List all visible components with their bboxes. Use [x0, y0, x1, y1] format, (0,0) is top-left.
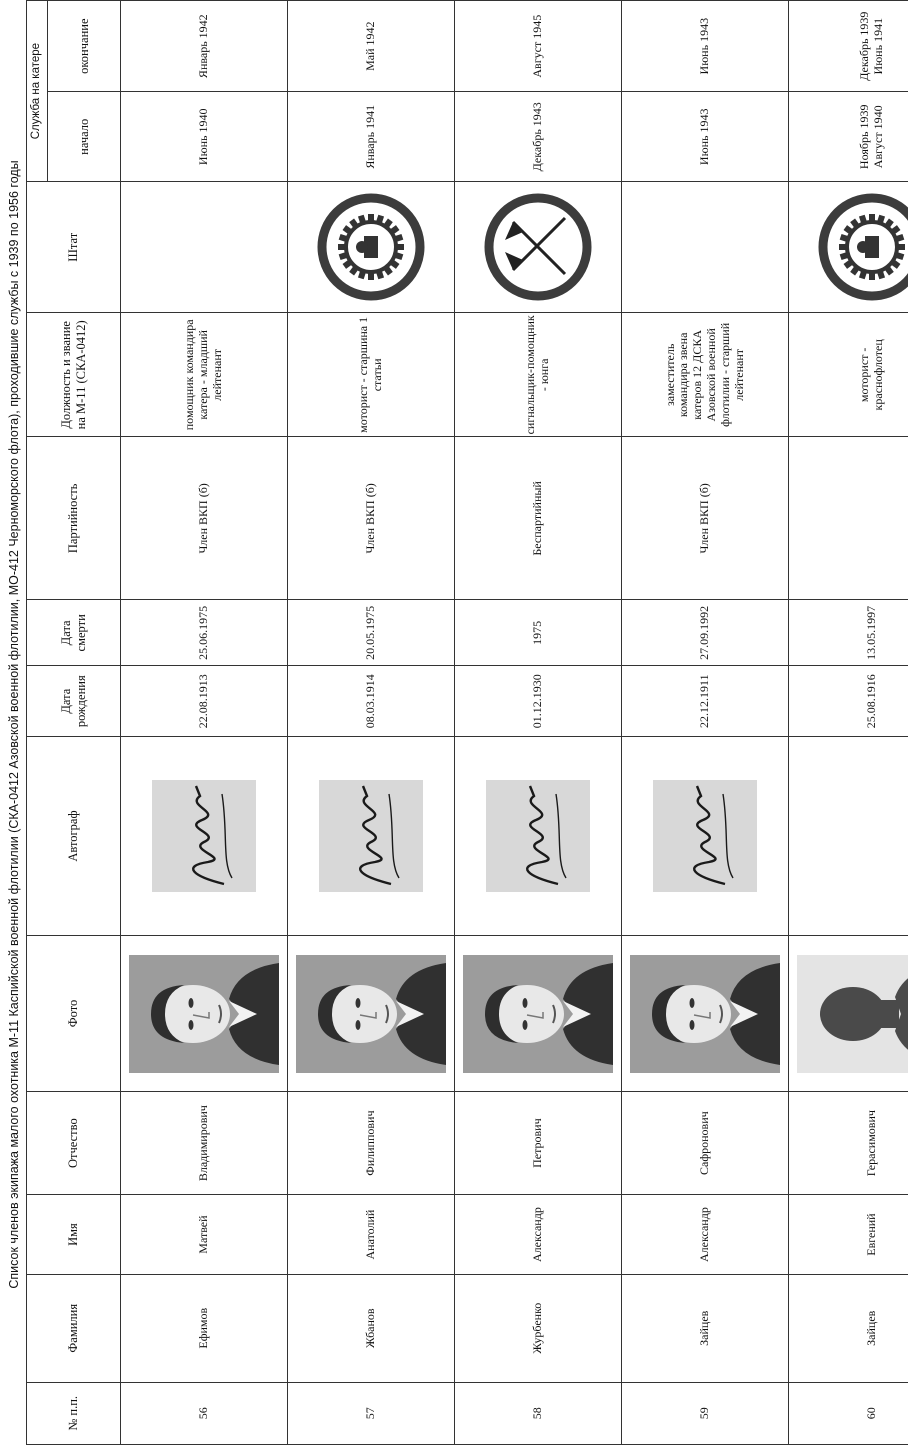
table-row — [789, 1, 908, 1445]
col-service-end: окончание — [48, 1, 121, 92]
cell-position: заместитель командира звена катеров 12 ДСКА Азовской военной флотилии - старший лейтенант — [622, 313, 789, 437]
cell-autograph — [288, 736, 455, 935]
cell-photo — [121, 936, 288, 1092]
cell-party: Член ВКП (б) — [288, 437, 455, 600]
col-name: Имя — [27, 1195, 121, 1275]
cell-service-end: Январь 1942 — [121, 1, 288, 92]
cell-death: 25.06.1975 — [121, 600, 288, 666]
cell-emblem — [121, 182, 288, 313]
col-birth: Дата рождения — [27, 666, 121, 737]
cell-party: Беспартийный — [455, 437, 622, 600]
cell-party: Член ВКП (б) — [121, 437, 288, 600]
cell-service-end: Декабрь 1939 Июнь 1941 — [789, 1, 908, 92]
cell-party: Член ВКП (б) — [622, 437, 789, 600]
cell-photo — [622, 936, 789, 1092]
autograph-image — [152, 780, 256, 892]
cell-birth: 01.12.1930 — [455, 666, 622, 737]
col-death: Дата смерти — [27, 600, 121, 666]
col-surname: Фамилия — [27, 1274, 121, 1382]
portrait-photo — [129, 955, 279, 1073]
table-body — [121, 1, 908, 1445]
cell-birth: 08.03.1914 — [288, 666, 455, 737]
cell-position: помощник командира катера - младший лейтенант — [121, 313, 288, 437]
motorist-emblem-icon — [316, 192, 426, 302]
cell-num: 59 — [622, 1382, 789, 1444]
col-emblem: Штат — [27, 182, 121, 313]
cell-death: 27.09.1992 — [622, 600, 789, 666]
cell-position: сигнальщик-помощник - юнга — [455, 313, 622, 437]
cell-birth: 22.12.1911 — [622, 666, 789, 737]
cell-emblem — [455, 182, 622, 313]
cell-patronymic: Петрович — [455, 1092, 622, 1195]
cell-birth: 25.08.1916 — [789, 666, 908, 737]
cell-death: 13.05.1997 — [789, 600, 908, 666]
cell-name: Анатолий — [288, 1195, 455, 1275]
cell-surname: Зайцев — [622, 1274, 789, 1382]
cell-service-end: Июнь 1943 — [622, 1, 789, 92]
document-title: Список членов экипажа малого охотника М-11 Каспийской военной флотилии (СКА-0412 Азовской военной флотилии, МО-412 Черноморского флота), проходившие службы с 1939 по 1956 годы — [7, 160, 21, 1289]
cell-service-start: Декабрь 1943 — [455, 92, 622, 182]
cell-service-start: Ноябрь 1939 Август 1940 — [789, 92, 908, 182]
col-party: Партийность — [27, 437, 121, 600]
cell-num: 57 — [288, 1382, 455, 1444]
cell-photo — [789, 936, 908, 1092]
table-row — [121, 1, 288, 1445]
autograph-image — [653, 780, 757, 892]
cell-autograph — [622, 736, 789, 935]
col-autograph: Автограф — [27, 736, 121, 935]
cell-patronymic: Владимирович — [121, 1092, 288, 1195]
cell-photo — [455, 936, 622, 1092]
cell-service-end: Август 1945 — [455, 1, 622, 92]
col-photo: Фото — [27, 936, 121, 1092]
signalman-emblem-icon — [483, 192, 593, 302]
motorist-emblem-icon — [817, 192, 908, 302]
table-row — [288, 1, 455, 1445]
cell-emblem — [622, 182, 789, 313]
cell-patronymic: Сафронович — [622, 1092, 789, 1195]
cell-service-start: Июнь 1943 — [622, 92, 789, 182]
crew-table — [26, 0, 908, 1445]
table-row — [455, 1, 622, 1445]
cell-death: 1975 — [455, 600, 622, 666]
cell-party — [789, 437, 908, 600]
silhouette-photo — [797, 955, 908, 1073]
cell-photo — [288, 936, 455, 1092]
portrait-photo — [630, 955, 780, 1073]
cell-num: 58 — [455, 1382, 622, 1444]
cell-name: Матвей — [121, 1195, 288, 1275]
portrait-photo — [463, 955, 613, 1073]
cell-num: 56 — [121, 1382, 288, 1444]
cell-patronymic: Герасимович — [789, 1092, 908, 1195]
cell-service-start: Январь 1941 — [288, 92, 455, 182]
header-row — [27, 1, 48, 1445]
cell-name: Александр — [455, 1195, 622, 1275]
col-service: Служба на катере — [27, 1, 48, 182]
portrait-photo — [296, 955, 446, 1073]
cell-surname: Ефимов — [121, 1274, 288, 1382]
cell-name: Александр — [622, 1195, 789, 1275]
autograph-image — [319, 780, 423, 892]
cell-autograph — [455, 736, 622, 935]
table-header — [27, 1, 121, 1445]
cell-service-end: Май 1942 — [288, 1, 455, 92]
table-row — [622, 1, 789, 1445]
cell-emblem — [789, 182, 908, 313]
cell-name: Евгений — [789, 1195, 908, 1275]
col-service-start: начало — [48, 92, 121, 182]
cell-death: 20.05.1975 — [288, 600, 455, 666]
cell-position: моторист - старшина 1 статьи — [288, 313, 455, 437]
cell-surname: Жбанов — [288, 1274, 455, 1382]
cell-autograph — [121, 736, 288, 935]
cell-emblem — [288, 182, 455, 313]
autograph-image — [486, 780, 590, 892]
cell-birth: 22.08.1913 — [121, 666, 288, 737]
col-position: Должность и звание на М-11 (СКА-0412) — [27, 313, 121, 437]
cell-service-start: Июнь 1940 — [121, 92, 288, 182]
cell-position: моторист - краснофлотец — [789, 313, 908, 437]
cell-autograph — [789, 736, 908, 935]
cell-patronymic: Филиппович — [288, 1092, 455, 1195]
cell-num: 60 — [789, 1382, 908, 1444]
cell-surname: Журбенко — [455, 1274, 622, 1382]
col-patronymic: Отчество — [27, 1092, 121, 1195]
col-num: № п.п. — [27, 1382, 121, 1444]
cell-surname: Зайцев — [789, 1274, 908, 1382]
